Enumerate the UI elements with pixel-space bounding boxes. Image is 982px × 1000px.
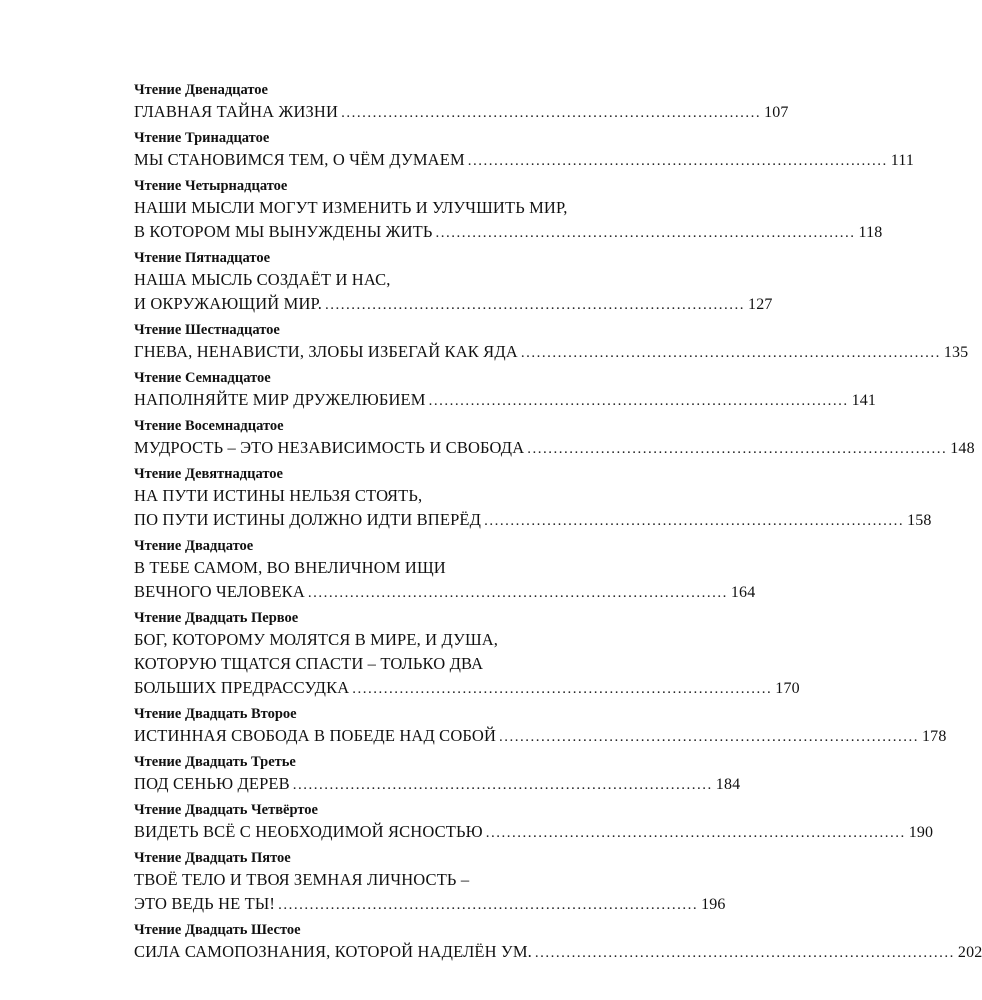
title-line [134,508,932,532]
leader-dots: ................................................................................ [520,345,941,361]
toc-entry[interactable] [134,248,773,316]
title-text: ГЛАВНАЯ ТАЙНА ЖИЗНИ [134,102,339,121]
toc-entry[interactable] [134,368,877,412]
title-line [134,148,915,172]
page-number: 170 [775,680,800,697]
reading-label: Чтение Девятнадцатое [134,466,283,482]
page-number: 118 [858,224,883,241]
leader-dots: ................................................................................ [534,945,955,961]
title-line [134,292,773,316]
title-text: ВЕЧНОГО ЧЕЛОВЕКА [134,582,305,601]
title-line [134,772,741,796]
page-number: 111 [890,152,915,169]
title-line [134,388,877,412]
reading-label: Чтение Семнадцатое [134,370,271,386]
leader-dots: ................................................................................ [485,825,906,841]
title-line [134,940,982,964]
toc-entry[interactable] [134,416,975,460]
toc-entry[interactable] [134,800,934,844]
title-text: СИЛА САМОПОЗНАНИЯ, КОТОРОЙ НАДЕЛЁН УМ. [134,942,532,961]
page-number: 202 [957,944,982,961]
reading-label: Чтение Четырнадцатое [134,178,288,194]
page-number: 158 [907,512,932,529]
title-line [134,220,883,244]
title-line [134,892,726,916]
page-number: 135 [943,344,969,361]
title-text: И ОКРУЖАЮЩИЙ МИР. [134,294,323,313]
title-line [134,724,947,748]
page-number: 178 [922,728,947,745]
toc-entry[interactable] [134,848,726,916]
toc-entry[interactable] [134,128,915,172]
toc-entry[interactable] [134,704,947,748]
toc-entry[interactable] [134,608,800,700]
leader-dots: ................................................................................ [292,777,713,793]
reading-label: Чтение Восемнадцатое [134,418,284,434]
page-number: 184 [715,776,741,793]
title-text: МУДРОСТЬ – ЭТО НЕЗАВИСИМОСТЬ И СВОБОДА [134,438,525,457]
title-line: КОТОРУЮ ТЩАТСЯ СПАСТИ – ТОЛЬКО ДВА [134,654,484,673]
title-line: НАШИ МЫСЛИ МОГУТ ИЗМЕНИТЬ И УЛУЧШИТЬ МИР, [134,198,568,217]
reading-label: Чтение Пятнадцатое [134,250,271,266]
title-line: НА ПУТИ ИСТИНЫ НЕЛЬЗЯ СТОЯТЬ, [134,486,423,505]
title-line [134,676,800,700]
reading-label: Чтение Двадцать Пятое [134,850,291,866]
table-of-contents [134,80,982,968]
leader-dots: ................................................................................ [325,297,746,313]
title-line: В ТЕБЕ САМОМ, ВО ВНЕЛИЧНОМ ИЩИ [134,558,446,577]
title-line: БОГ, КОТОРОМУ МОЛЯТСЯ В МИРЕ, И ДУША, [134,630,499,649]
leader-dots: ................................................................................ [341,105,762,121]
toc-entry[interactable] [134,536,756,604]
reading-label: Чтение Двадцать Третье [134,754,296,770]
reading-label: Чтение Двадцатое [134,538,254,554]
page-number: 164 [730,584,756,601]
leader-dots: ................................................................................ [307,585,728,601]
page-number: 107 [764,104,789,121]
toc-entry[interactable] [134,320,969,364]
toc-entry[interactable] [134,920,982,964]
reading-label: Чтение Двадцать Второе [134,706,297,722]
title-text: БОЛЬШИХ ПРЕДРАССУДКА [134,678,350,697]
page-number: 196 [701,896,726,913]
toc-entry[interactable] [134,464,932,532]
leader-dots: ................................................................................ [278,897,699,913]
leader-dots: ................................................................................ [467,153,888,169]
page-number: 141 [851,392,877,409]
title-line [134,436,975,460]
page-number: 127 [748,296,773,313]
title-text: ПОД СЕНЬЮ ДЕРЕВ [134,774,290,793]
title-line [134,820,934,844]
reading-label: Чтение Двадцать Первое [134,610,299,626]
title-text: ВИДЕТЬ ВСЁ С НЕОБХОДИМОЙ ЯСНОСТЬЮ [134,822,483,841]
leader-dots: ................................................................................ [352,681,773,697]
title-text: ПО ПУТИ ИСТИНЫ ДОЛЖНО ИДТИ ВПЕРЁД [134,510,482,529]
reading-label: Чтение Двадцать Шестое [134,922,301,938]
page-number: 148 [950,440,975,457]
title-line: НАША МЫСЛЬ СОЗДАЁТ И НАС, [134,270,391,289]
leader-dots: ................................................................................ [499,729,920,745]
title-text: МЫ СТАНОВИМСЯ ТЕМ, О ЧЁМ ДУМАЕМ [134,150,465,169]
title-text: В КОТОРОМ МЫ ВЫНУЖДЕНЫ ЖИТЬ [134,222,433,241]
title-line [134,100,789,124]
leader-dots: ................................................................................ [428,393,849,409]
page-number: 190 [908,824,934,841]
toc-entry[interactable] [134,752,741,796]
reading-label: Чтение Шестнадцатое [134,322,280,338]
toc-entry[interactable] [134,176,883,244]
title-line: ТВОЁ ТЕЛО И ТВОЯ ЗЕМНАЯ ЛИЧНОСТЬ – [134,870,470,889]
reading-label: Чтение Двадцать Четвёртое [134,802,318,818]
title-line [134,340,969,364]
reading-label: Чтение Тринадцатое [134,130,270,146]
title-text: ИСТИННАЯ СВОБОДА В ПОБЕДЕ НАД СОБОЙ [134,726,497,745]
leader-dots: ................................................................................ [435,225,856,241]
leader-dots: ................................................................................ [484,513,905,529]
toc-entry[interactable] [134,80,789,124]
title-text: ЭТО ВЕДЬ НЕ ТЫ! [134,894,276,913]
title-line [134,580,756,604]
title-text: НАПОЛНЯЙТЕ МИР ДРУЖЕЛЮБИЕМ [134,390,426,409]
leader-dots: ................................................................................ [527,441,948,457]
reading-label: Чтение Двенадцатое [134,82,268,98]
title-text: ГНЕВА, НЕНАВИСТИ, ЗЛОБЫ ИЗБЕГАЙ КАК ЯДА [134,342,518,361]
